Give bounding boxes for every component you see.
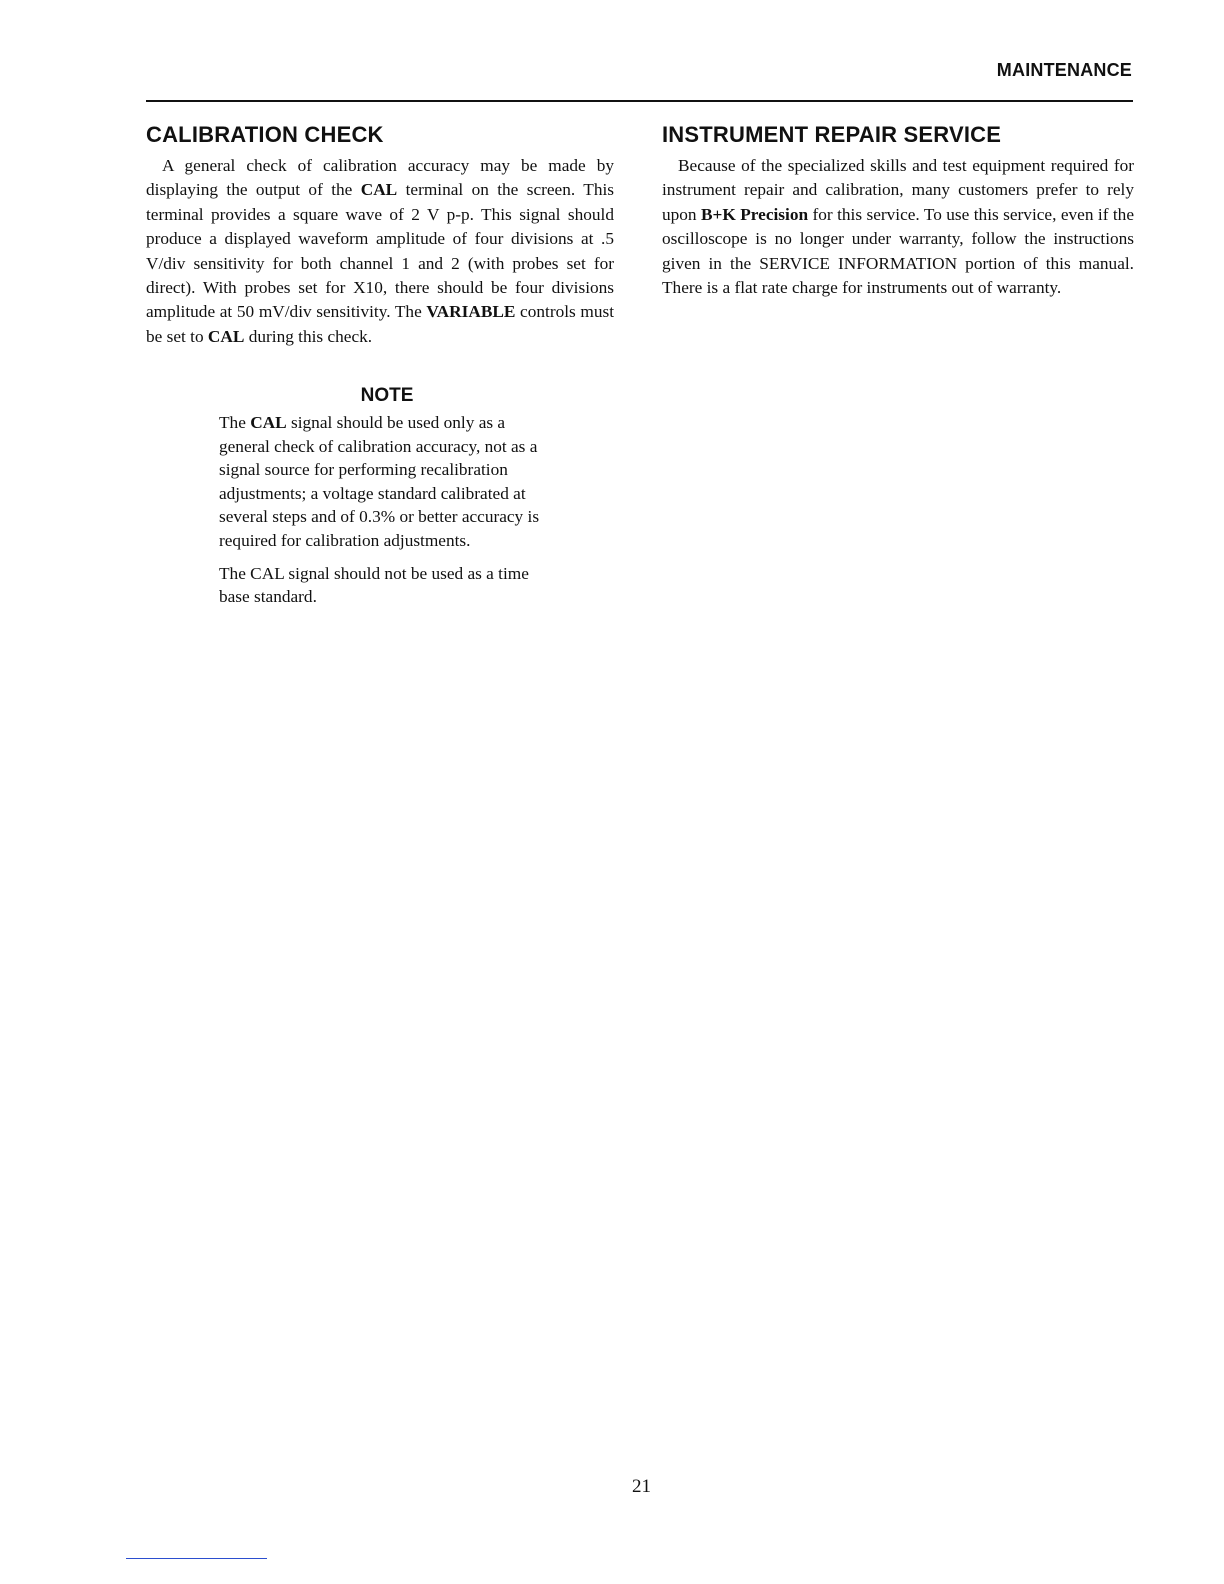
- text-run: during this check.: [244, 326, 373, 346]
- calibration-check-heading: CALIBRATION CHECK: [146, 122, 384, 147]
- text-run: The: [219, 413, 251, 432]
- repair-service-heading: INSTRUMENT REPAIR SERVICE: [662, 122, 1002, 147]
- page-number: 21: [632, 1476, 651, 1497]
- variable-term: VARIABLE: [426, 302, 516, 322]
- note-box: [219, 385, 543, 618]
- cal-term: CAL: [207, 326, 245, 346]
- bk-precision-term: B+K Precision: [701, 204, 809, 224]
- calibration-check-paragraph: [146, 154, 614, 349]
- text-run: terminal on the screen. This terminal provides a square wave of 2 V p-p. This signal should produce a displayed waveform amplitude of four divisions at .5 V/div sensitivity for both channel 1 and 2 (with probes set for direct). With probes set for X10, there should be four divisions amplitude at 50 mV/div sensitivity. The: [146, 180, 614, 322]
- footer-link-underline: [126, 1558, 267, 1559]
- repair-service-section: [662, 122, 1134, 300]
- cal-term: CAL: [250, 413, 287, 432]
- text-run: Because of the specialized skills and test equipment required for instrument repair and calibration, many customers prefer to rely upon: [662, 156, 1134, 224]
- cal-term: CAL: [360, 180, 398, 200]
- text-run: controls must be set to: [146, 302, 614, 346]
- header-rule: [146, 100, 1133, 102]
- running-head: MAINTENANCE: [996, 60, 1132, 80]
- note-paragraph-1: [219, 411, 543, 553]
- note-paragraph-2: The CAL signal should not be used as a time base standard.: [219, 563, 529, 607]
- note-title: NOTE: [360, 385, 414, 406]
- repair-service-paragraph: [662, 154, 1134, 300]
- text-run: A general check of calibration accuracy may be made by displaying the output of the: [146, 156, 614, 200]
- text-run: signal should be used only as a general check of calibration accuracy, not as a signal source for performing recalibration adjustments; a voltage standard calibrated at several steps and of 0.3% or better accuracy is required for calibration adjustments.: [219, 413, 540, 550]
- calibration-check-section: [146, 122, 614, 349]
- text-run: for this service. To use this service, even if the oscilloscope is no longer under warranty, follow the instructions given in the SERVICE INFORMATION portion of this manual. There is a flat rate charge for instruments out of warranty.: [662, 204, 1134, 298]
